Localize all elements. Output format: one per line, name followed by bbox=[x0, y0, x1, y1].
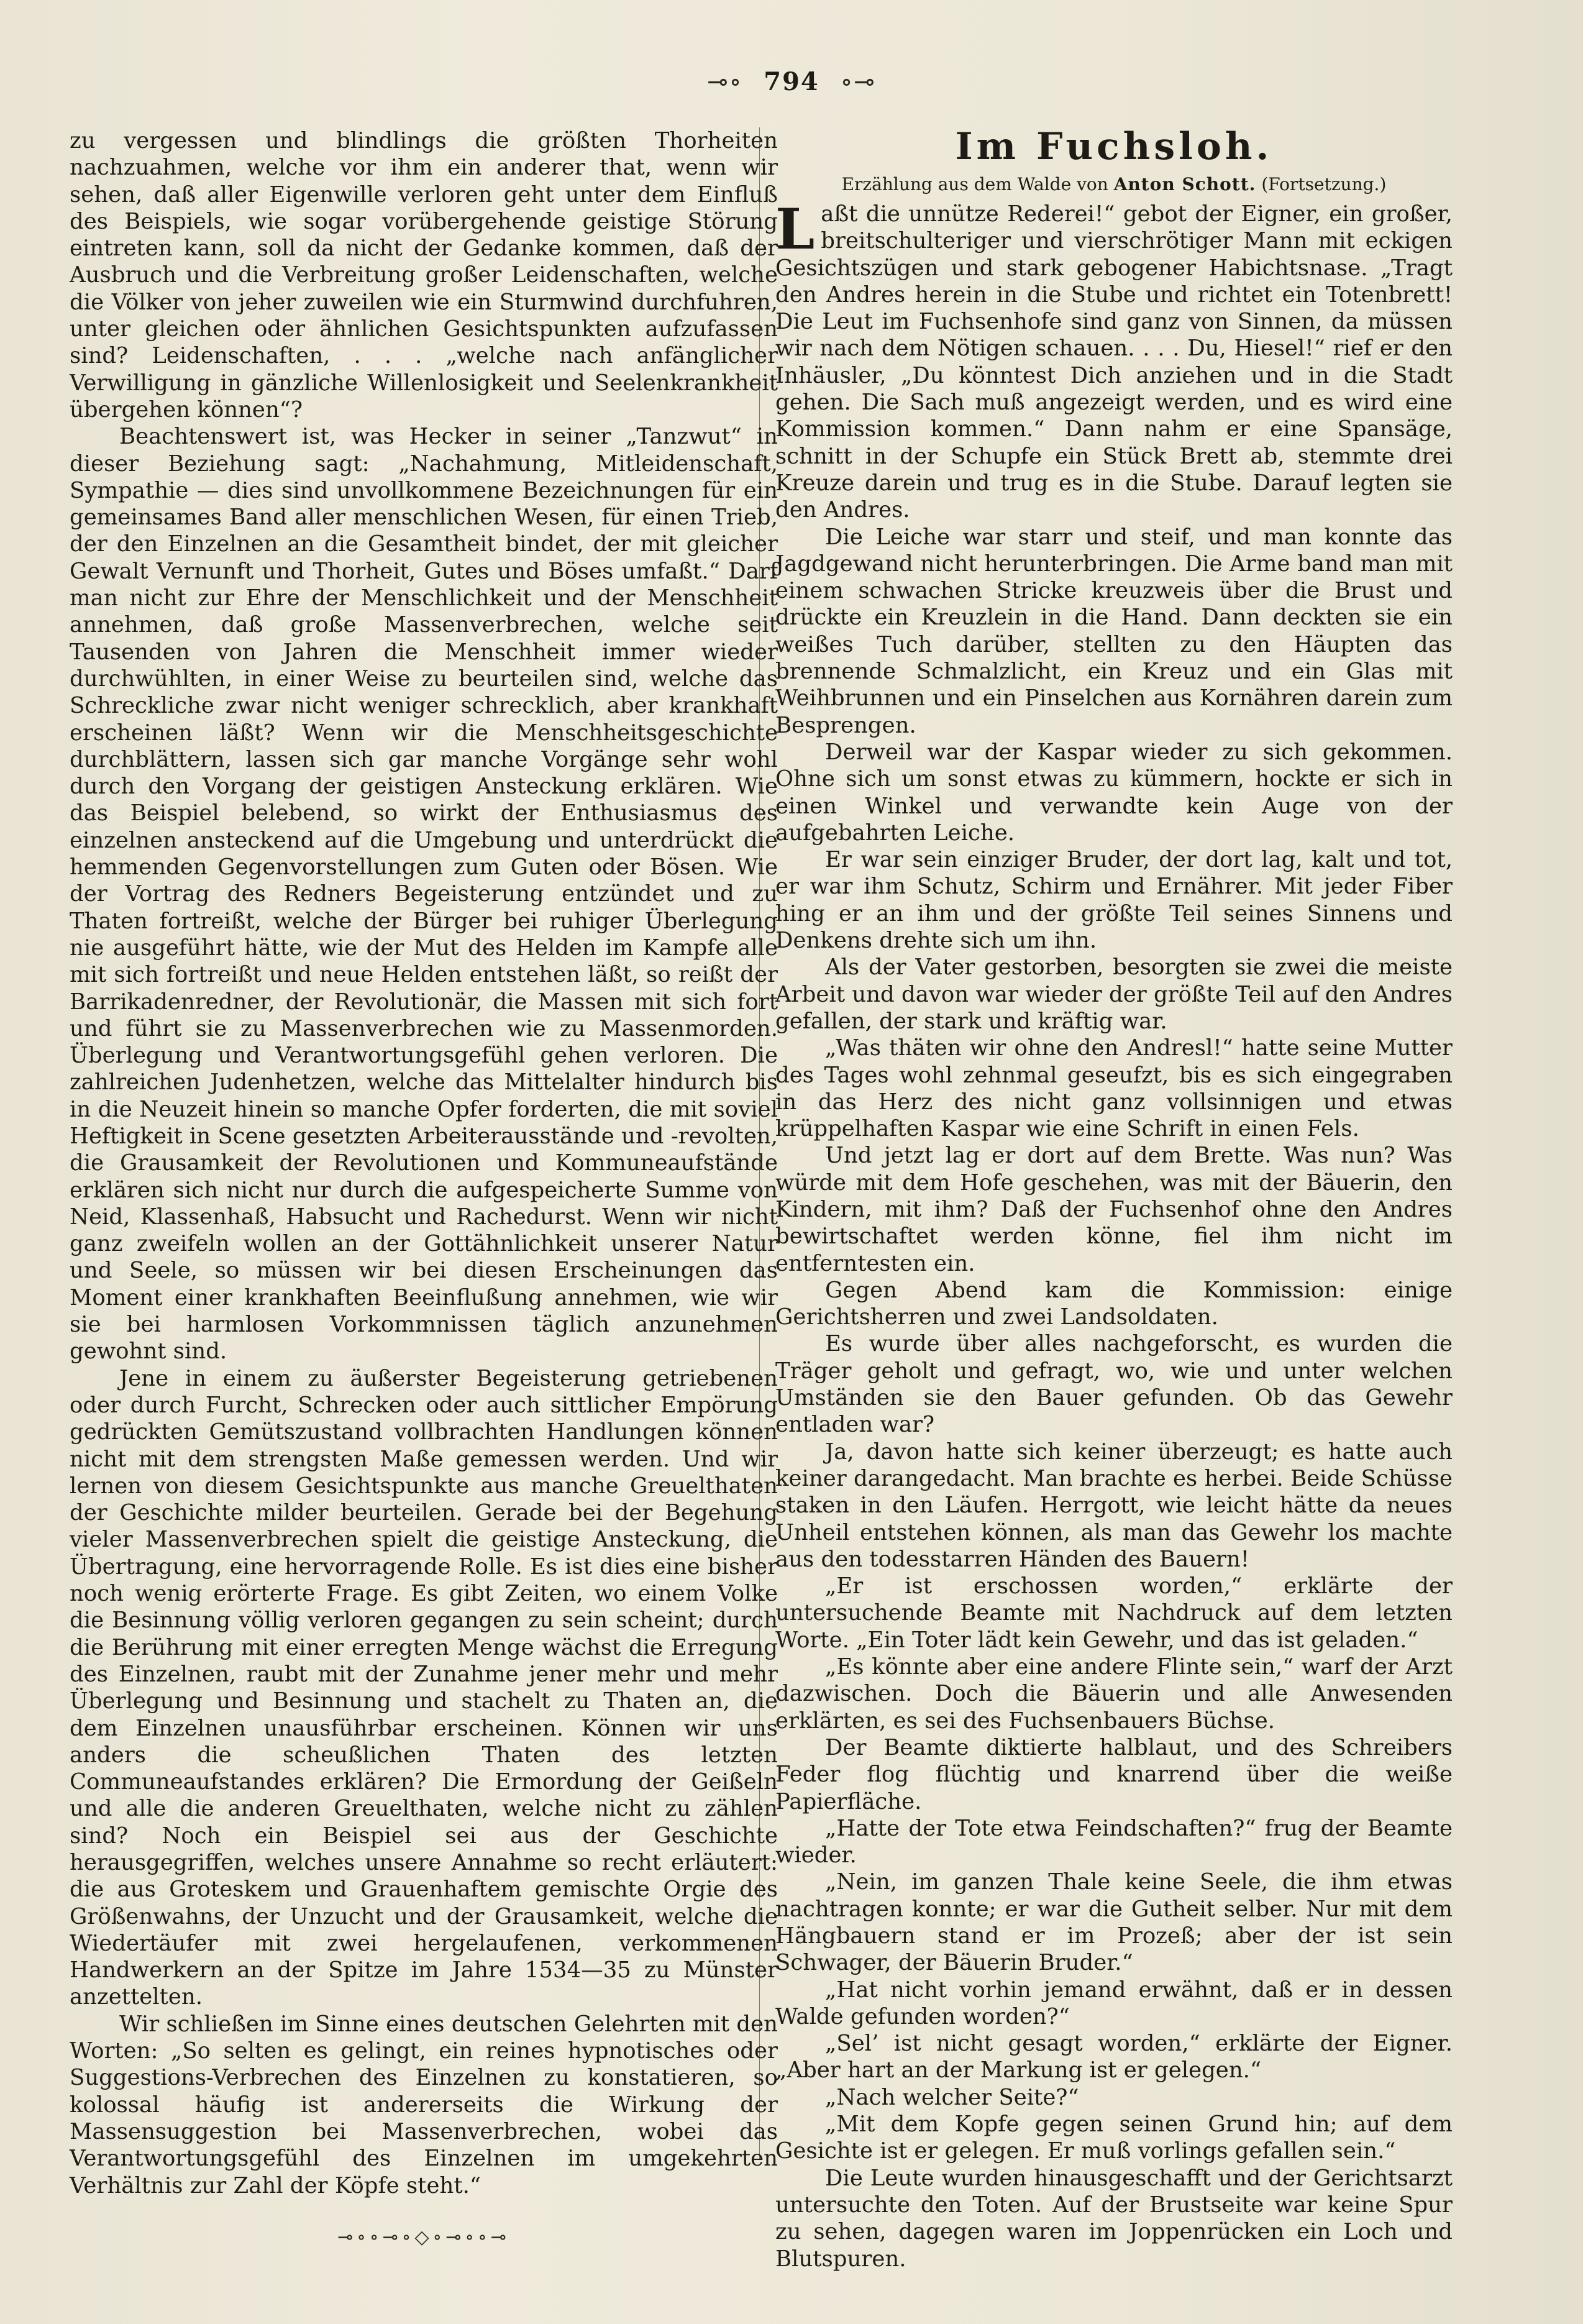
right-paragraph: „Nein, im ganzen Thale keine Seele, die ihm etwas nachtragen konnte; er war die Gutheit selber. Nur mit dem Hängbauern stand er im Prozeß; aber der ist sein Schwager, der Bäuerin Bruder.“ bbox=[775, 1869, 1453, 1976]
right-paragraph: Die Leute wurden hinausgeschafft und der Gerichtsarzt untersuchte den Toten. Auf der Brustseite war keine Spur zu sehen, dagegen waren im Joppenrücken ein Loch und Blutspuren. bbox=[775, 2165, 1453, 2272]
story-title: Im Fuchsloh. bbox=[955, 125, 1273, 168]
right-paragraph: Es wurde über alles nachgeforscht, es wurden die Träger geholt und gefragt, wo, wie und unter welchen Umständen sie den Bauer gefunden. Ob das Gewehr entladen war? bbox=[775, 1331, 1453, 1438]
header-ornament-left: ⊸∘ bbox=[707, 68, 743, 96]
right-paragraph: „Er ist erschossen worden,“ erklärte der untersuchende Beamte mit Nachdruck auf dem letzten Worte. „Ein Toter lädt kein Gewehr, und das ist geladen.“ bbox=[775, 1573, 1453, 1653]
right-paragraph: „Was thäten wir ohne den Andresl!“ hatte seine Mutter des Tages wohl zehnmal geseufzt, bis es sich eingegraben in das Herz des nicht ganz vollsinnigen und etwas krüppelhaften Kaspar wie eine Schrift in einen Fels. bbox=[775, 1035, 1453, 1142]
right-paragraph: „Es könnte aber eine andere Flinte sein,“ warf der Arzt dazwischen. Doch die Bäuerin und alle Anwesenden erklärten, es sei des Fuchsenbauers Büchse. bbox=[775, 1654, 1453, 1734]
right-paragraph: Die Leiche war starr und steif, und man konnte das Jagdgewand nicht herunterbringen. Die Arme band man mit einem schwachen Stricke kreuzweis über die Brust und drückte ein Kreuzlein in die Hand. Dann deckten sie ein weißes Tuch darüber, stellten zu den Häupten das brennende Schmalzlicht, ein Kreuz und ein Glas mit Weihbrunnen und ein Pinselchen aus Kornähren darein zum Besprengen. bbox=[775, 524, 1453, 738]
author-name: Anton Schott. bbox=[1113, 174, 1256, 194]
right-paragraph: „Nach welcher Seite?“ bbox=[825, 2084, 1079, 2110]
right-first-paragraph bbox=[775, 196, 1453, 524]
right-paragraph: Als der Vater gestorben, besorgten sie zwei die meiste Arbeit und davon war wieder der größte Teil auf den Andres gefallen, der stark und kräftig war. bbox=[775, 954, 1453, 1034]
end-ornament: ⊸∘∘⊸∘◇∘⊸∘∘⊸ bbox=[337, 2226, 510, 2248]
header-ornament-right: ∘⊸ bbox=[840, 68, 876, 96]
right-paragraph: „Sel’ ist nicht gesagt worden,“ erklärte der Eigner. „Aber hart an der Markung ist er gelegen.“ bbox=[775, 2031, 1453, 2084]
left-paragraph: Wir schließen im Sinne eines deutschen Gelehrten mit den Worten: „So selten es gelingt, ein reines hypnotisches oder Suggestions-Verbrechen des Einzelnen zu konstatieren, so kolossal häufig ist andererseits die Wirkung der Massensuggestion bei Massenverbrechen, wobei das Verantwortungsgefühl des Einzelnen im umgekehrten Verhältnis zur Zahl der Köpfe steht.“ bbox=[70, 2011, 778, 2198]
left-paragraph: Jene in einem zu äußerster Begeisterung getriebenen oder durch Furcht, Schrecken oder auch sittlicher Empörung gedrückten Gemütszustand vollbrachten Handlungen können nicht mit dem strengsten Maße gemessen werden. Und wir lernen von diesem Gesichtspunkte aus manche Greuelthaten der Geschichte milder beurteilen. Gerade bei der Begehung vieler Massenverbrechen spielt die geistige Ansteckung, die Übertragung, eine hervorragende Rolle. Es ist dies eine bisher noch wenig erörterte Frage. Es gibt Zeiten, wo einem Volke die Besinnung völlig verloren gegangen zu sein scheint; durch die Berührung mit einer erregten Menge wächst die Erregung des Einzelnen, raubt mit der Zunahme jener mehr und mehr Überlegung und Besinnung und stachelt zu Thaten an, die dem Einzelnen unausführbar erscheinen. Können wir uns anders die scheußlichen Thaten des letzten Communeaufstandes erklären? Die Ermordung der Geißeln und alle die anderen Greuelthaten, welche nicht zu zählen sind? Noch ein Beispiel sei aus der Geschichte herausgegriffen, welches unsere Annahme so recht erläutert: die aus Groteskem und Grauenhaftem gemischte Orgie des Größenwahns, der Unzucht und der Grausamkeit, welche die Wiedertäufer mit zwei hergelaufenen, verkommenen Handwerkern an der Spitze im Jahre 1534—35 zu Münster anzettelten. bbox=[70, 1365, 778, 2010]
story-subtitle bbox=[775, 171, 1453, 198]
right-paragraph: Derweil war der Kaspar wieder zu sich gekommen. Ohne sich um sonst etwas zu kümmern, hockte er sich in einen Winkel und verwandte kein Auge von der aufgebahrten Leiche. bbox=[775, 739, 1453, 846]
first-paragraph-text: aßt die unnütze Rederei!“ gebot der Eigner, ein großer, breitschulteriger und vierschrötiger Mann mit eckigen Gesichtszügen und stark gebogener Habichtsnase. „Tragt den Andres herein in die Stube und richtet ein Totenbrett! Die Leut im Fuchsenhofe sind ganz von Sinnen, da müssen wir nach dem Nötigen schauen. . . . Du, Hiesel!“ rief er den Inhäusler, „Du könntest Dich anziehen und in die Stadt gehen. Die Sach muß angezeigt werden, und es wird eine Kommission kommen.“ Dann nahm er eine Spansäge, schnitt in der Schupfe ein Stück Brett ab, stemmte drei Kreuze darein und trug es in die Stube. Darauf legten sie den Andres. bbox=[775, 201, 1453, 523]
subtitle-prefix: Erzählung aus dem Walde von bbox=[841, 174, 1108, 194]
left-column bbox=[70, 127, 778, 2248]
right-paragraph: Und jetzt lag er dort auf dem Brette. Was nun? Was würde mit dem Hofe geschehen, was mit der Bäuerin, den Kindern, mit ihm? Daß der Fuchsenhof ohne den Andres bewirtschaftet werden könne, fiel ihm nicht im entferntesten ein. bbox=[775, 1143, 1453, 1276]
right-paragraph: „Hat nicht vorhin jemand erwähnt, daß er in dessen Walde gefunden worden?“ bbox=[775, 1977, 1453, 2029]
right-column bbox=[775, 125, 1453, 2272]
right-paragraph: Der Beamte diktierte halblaut, und des Schreibers Feder flog flüchtig und knarrend über die weiße Papierfläche. bbox=[775, 1734, 1453, 1814]
right-paragraph: „Hatte der Tote etwa Feindschaften?“ frug der Beamte wieder. bbox=[775, 1815, 1453, 1869]
right-paragraph: Er war sein einziger Bruder, der dort lag, kalt und tot, er war ihm Schutz, Schirm und Ernährer. Mit jeder Fiber hing er an ihm und der größte Teil seines Sinnens und Denkens drehte sich um ihn. bbox=[775, 847, 1453, 954]
left-paragraph: zu vergessen und blindlings die größten Thorheiten nachzuahmen, welche vor ihm ein anderer that, wenn wir sehen, daß aller Eigenwille verloren geht unter dem Einfluß des Beispiels, wie sogar vorübergehende geistige Störung eintreten kann, soll da nicht der Gedanke kommen, daß der Ausbruch und die Verbreitung großer Leidenschaften, welche die Völker von jeher zuweilen wie ein Sturmwind durchfuhren, unter gleichen oder ähnlichen Gesichtspunkten aufzufassen sind? Leidenschaften, . . . „welche nach anfänglicher Verwilligung in gänzliche Willenlosigkeit und Seelenkrankheit übergehen können“? bbox=[70, 128, 778, 423]
page-header bbox=[0, 67, 1583, 96]
right-paragraph: Gegen Abend kam die Kommission: einige Gerichtsherren und zwei Landsoldaten. bbox=[775, 1277, 1453, 1330]
left-paragraph: Beachtenswert ist, was Hecker in seiner „Tanzwut“ in dieser Beziehung sagt: „Nachahmung, Mitleidenschaft, Sympathie — dies sind unvollkommene Bezeichnungen für ein gemeinsames Band aller menschlichen Wesen, für einen Trieb, der den Einzelnen an die Gesamtheit bindet, der mit gleicher Gewalt Vernunft und Thorheit, Gutes und Böses umfaßt.“ Darf man nicht zur Ehre der Menschlichkeit und der Menschheit annehmen, daß große Massenverbrechen, welche seit Tausenden von Jahren die Menschheit immer wieder durchwühlten, in einer Weise zu beurteilen sind, welche das Schreckliche zwar nicht weniger schrecklich, aber krankhaft erscheinen läßt? Wenn wir die Menschheitsgeschichte durchblättern, lassen sich gar manche Vorgänge sehr wohl durch den Vorgang der geistigen Ansteckung erklären. Wie das Beispiel belebend, so wirkt der Enthusiasmus des einzelnen ansteckend auf die Umgebung und unterdrückt die hemmenden Gegenvorstellungen zum Guten oder Bösen. Wie der Vortrag des Redners Begeisterung entzündet und zu Thaten fortreißt, welche der Bürger bei ruhiger Überlegung nie ausgeführt hätte, wie der Mut des Helden im Kampfe alle mit sich fortreißt und neue Helden entstehen läßt, so reißt der Barrikadenredner, der Revolutionär, die Massen mit sich fort und führt sie zu Massenverbrechen wie zu Massenmorden. Überlegung und Verantwortungsgefühl gehen verloren. Die zahlreichen Judenhetzen, welche das Mittelalter hindurch bis in die Neuzeit hinein so manche Opfer forderten, die mit soviel Heftigkeit in Scene gesetzten Arbeiterausstände und -revolten, die Grausamkeit der Revolutionen und Kommuneaufstände erklären sich nicht nur durch die aufgespeicherte Summe von Neid, Klassenhaß, Habsucht und Rachedurst. Wenn wir nicht ganz zweifeln wollen an der Gottähnlichkeit unserer Natur und Seele, so müssen wir bei diesen Erscheinungen das Moment einer krankhaften Beeinflußung annehmen, wie wir sie bei harmlosen Vorkommnissen täglich anzunehmen gewohnt sind. bbox=[70, 424, 778, 1365]
right-paragraph: „Mit dem Kopfe gegen seinen Grund hin; auf dem Gesichte ist er gelegen. Er muß vorlings gefallen sein.“ bbox=[775, 2111, 1453, 2164]
drop-cap: L bbox=[775, 196, 815, 262]
page-number: 794 bbox=[764, 67, 819, 96]
right-paragraph: Ja, davon hatte sich keiner überzeugt; es hatte auch keiner darangedacht. Man brachte es herbei. Beide Schüsse staken in den Läufen. Herrgott, wie leicht hätte da neues Unheil entstehen können, als man das Gewehr los machte aus den todesstarren Händen des Bauern! bbox=[775, 1439, 1453, 1572]
subtitle-suffix: (Fortsetzung.) bbox=[1261, 174, 1387, 194]
